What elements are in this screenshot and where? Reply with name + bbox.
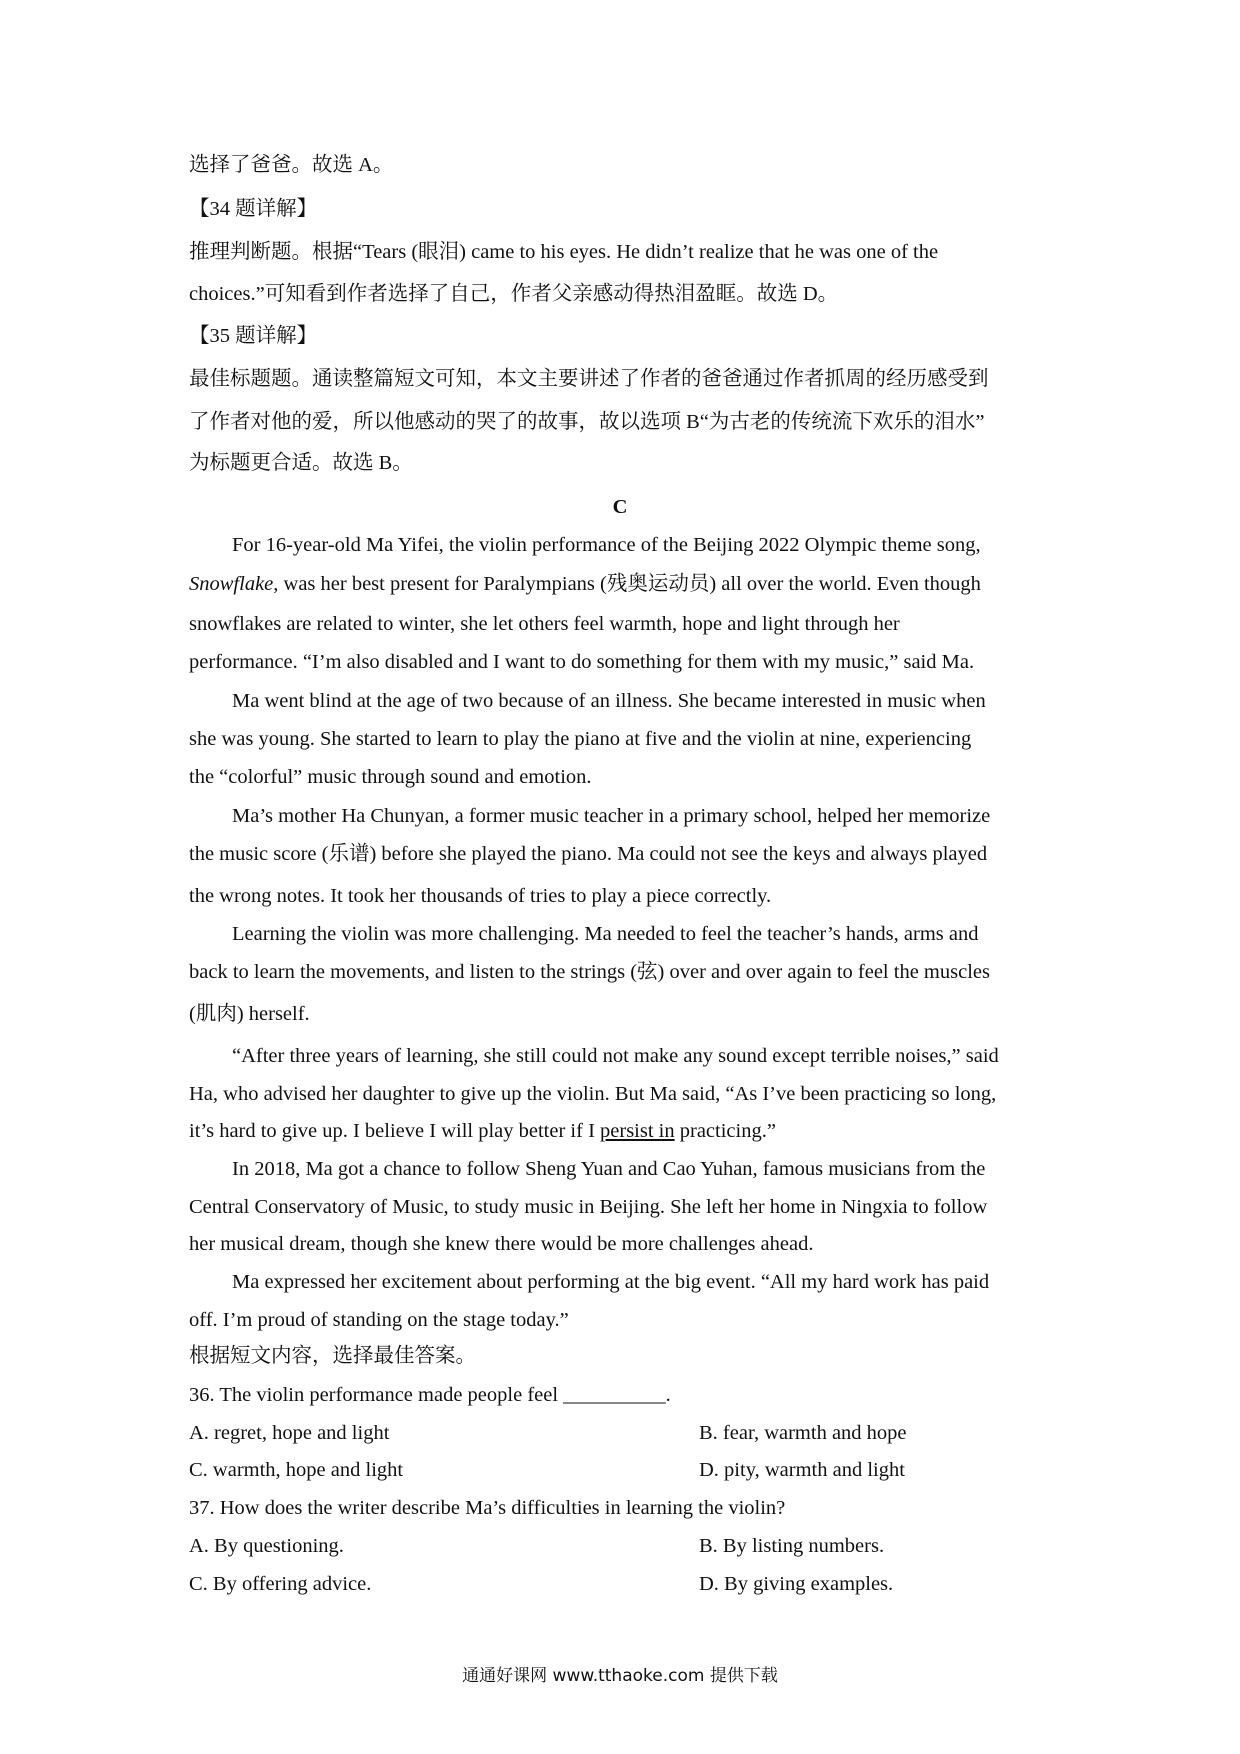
passage-line: the music score (乐谱) before she played the piano. Ma could not see the keys and always played xyxy=(189,843,988,865)
q33-explanation-tail: 选择了爸爸。故选 A。 xyxy=(189,154,394,176)
question-36-stem: 36. The violin performance made people feel __________. xyxy=(189,1384,671,1406)
section-label: C xyxy=(612,496,628,518)
passage-line: Central Conservatory of Music, to study music in Beijing. She left her home in Ningxia to follow xyxy=(189,1196,988,1218)
page-footer: 通通好课网 www.tthaoke.com 提供下载 xyxy=(462,1666,778,1686)
question-37-option-d: D. By giving examples. xyxy=(699,1573,894,1595)
underlined-phrase: persist in xyxy=(600,1120,675,1142)
passage-line: the “colorful” music through sound and emotion. xyxy=(189,766,592,788)
passage-line xyxy=(189,571,1069,597)
question-37-stem: 37. How does the writer describe Ma’s difficulties in learning the violin? xyxy=(189,1497,786,1519)
passage-line: (肌肉) herself. xyxy=(189,1003,310,1025)
passage-line: off. I’m proud of standing on the stage today.” xyxy=(189,1309,569,1331)
passage-text: , was her best present for Paralympians (残奥运动员) all over the world. Even though xyxy=(273,573,981,595)
passage-line: her musical dream, though she knew there would be more challenges ahead. xyxy=(189,1233,814,1255)
passage-text: it’s hard to give up. I believe I will play better if I xyxy=(189,1120,601,1142)
passage-line: performance. “I’m also disabled and I want to do something for them with my music,” said Ma. xyxy=(189,651,975,673)
song-title: Snowflake xyxy=(189,573,274,595)
question-36-option-c: C. warmth, hope and light xyxy=(189,1459,404,1481)
q34-explanation-line: 推理判断题。根据“Tears (眼泪) came to his eyes. He didn’t realize that he was one of the xyxy=(189,241,939,263)
question-36-option-b: B. fear, warmth and hope xyxy=(699,1422,907,1444)
passage-line: Learning the violin was more challenging. Ma needed to feel the teacher’s hands, arms and xyxy=(232,923,979,945)
q35-explanation-line: 最佳标题题。通读整篇短文可知，本文主要讲述了作者的爸爸通过作者抓周的经历感受到 xyxy=(189,368,989,390)
passage-text: practicing.” xyxy=(674,1120,776,1142)
passage-line: snowflakes are related to winter, she let others feel warmth, hope and light through her xyxy=(189,613,900,635)
passage-line: Ha, who advised her daughter to give up the violin. But Ma said, “As I’ve been practicing so long, xyxy=(189,1083,997,1105)
question-37-option-c: C. By offering advice. xyxy=(189,1573,372,1595)
q34-heading: 【34 题详解】 xyxy=(189,198,318,220)
passage-line: In 2018, Ma got a chance to follow Sheng Yuan and Cao Yuhan, famous musicians from the xyxy=(232,1158,986,1180)
passage-line xyxy=(189,1118,1069,1144)
passage-line: Ma’s mother Ha Chunyan, a former music teacher in a primary school, helped her memorize xyxy=(232,805,991,827)
passage-line: For 16-year-old Ma Yifei, the violin performance of the Beijing 2022 Olympic theme song, xyxy=(232,534,981,556)
passage-line: “After three years of learning, she still could not make any sound except terrible noises,” said xyxy=(232,1045,999,1067)
q35-explanation-line: 了作者对他的爱，所以他感动的哭了的故事，故以选项 B“为古老的传统流下欢乐的泪水” xyxy=(189,411,985,433)
passage-line: Ma expressed her excitement about performing at the big event. “All my hard work has paid xyxy=(232,1271,990,1293)
q35-explanation-line: 为标题更合适。故选 B。 xyxy=(189,452,413,474)
question-37-option-a: A. By questioning. xyxy=(189,1535,344,1557)
question-37-option-b: B. By listing numbers. xyxy=(699,1535,885,1557)
question-instruction: 根据短文内容，选择最佳答案。 xyxy=(189,1345,476,1367)
q35-heading: 【35 题详解】 xyxy=(189,325,318,347)
passage-line: the wrong notes. It took her thousands of tries to play a piece correctly. xyxy=(189,885,772,907)
passage-line: she was young. She started to learn to play the piano at five and the violin at nine, experiencing xyxy=(189,728,972,750)
passage-line: Ma went blind at the age of two because of an illness. She became interested in music when xyxy=(232,690,986,712)
q34-explanation-line: choices.”可知看到作者选择了自己，作者父亲感动得热泪盈眶。故选 D。 xyxy=(189,283,839,305)
passage-line: back to learn the movements, and listen to the strings (弦) over and over again to feel the muscles xyxy=(189,961,990,983)
question-36-option-d: D. pity, warmth and light xyxy=(699,1459,905,1481)
question-36-option-a: A. regret, hope and light xyxy=(189,1422,390,1444)
